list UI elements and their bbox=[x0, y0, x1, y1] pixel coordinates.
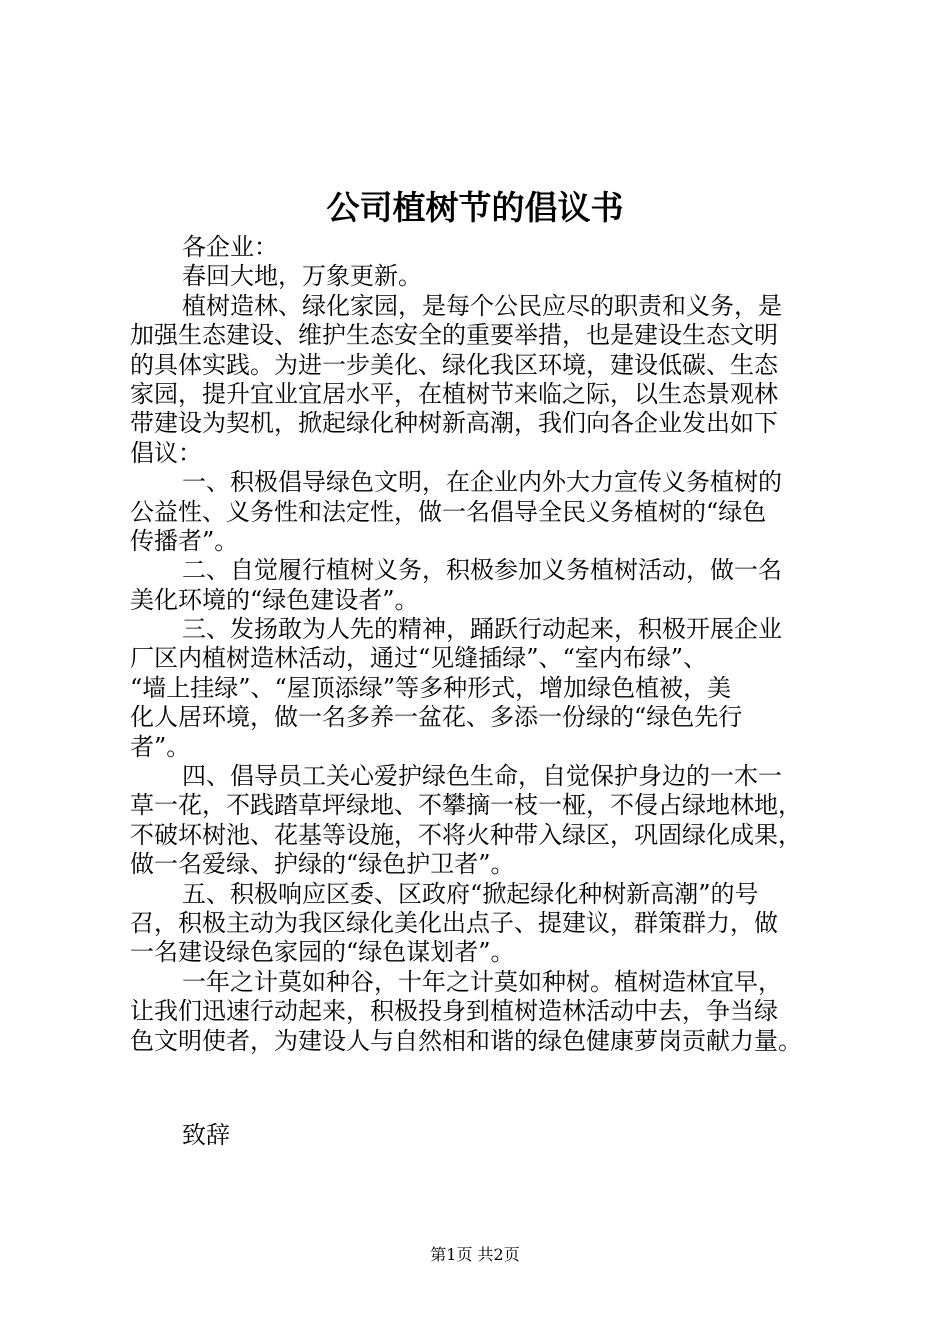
body-line: 一年之计莫如种谷，十年之计莫如种树。植树造林宜早， bbox=[182, 967, 782, 996]
body-line: 二、自觉履行植树义务，积极参加义务植树活动，做一名 bbox=[182, 556, 782, 585]
body-line: 化人居环境，做一名多养一盆花、多添一份绿的“绿色先行 bbox=[130, 703, 743, 732]
body-line: 五、积极响应区委、区政府“掀起绿化种树新高潮”的号 bbox=[182, 879, 759, 908]
body-line: 召，积极主动为我区绿化美化出点子、提建议，群策群力，做 bbox=[130, 908, 778, 937]
body-line: 加强生态建设、维护生态安全的重要举措，也是建设生态文明 bbox=[130, 321, 778, 350]
salutation-line: 各企业： bbox=[182, 233, 278, 261]
body-line: 者”。 bbox=[130, 732, 191, 761]
body-line: 厂区内植树造林活动，通过“见缝插绿”、“室内布绿”、 bbox=[130, 644, 708, 673]
document-title: 公司植树节的倡议书 bbox=[326, 188, 624, 227]
body-line: 让我们迅速行动起来，积极投身到植树造林活动中去，争当绿 bbox=[130, 997, 778, 1026]
body-line: 春回大地，万象更新。 bbox=[182, 262, 422, 291]
body-line: 美化环境的“绿色建设者”。 bbox=[130, 585, 419, 614]
body-line: 公益性、义务性和法定性，做一名倡导全民义务植树的“绿色 bbox=[130, 497, 767, 526]
document-body bbox=[130, 233, 850, 1056]
body-line: 一名建设绿色家园的“绿色谋划者”。 bbox=[130, 938, 515, 967]
body-line: 的具体实践。为进一步美化、绿化我区环境，建设低碳、生态 bbox=[130, 350, 778, 379]
body-line: 带建设为契机，掀起绿化种树新高潮，我们向各企业发出如下 bbox=[130, 409, 778, 438]
body-line: 四、倡导员工关心爱护绿色生命，自觉保护身边的一木一 bbox=[182, 762, 782, 791]
body-line: 三、发扬敢为人先的精神，踊跃行动起来，积极开展企业 bbox=[182, 615, 782, 644]
page-number-footer: 第1页 共2页 bbox=[430, 1245, 520, 1264]
body-line: 做一名爱绿、护绿的“绿色护卫者”。 bbox=[130, 850, 515, 879]
body-line: 倡议： bbox=[130, 438, 202, 467]
body-line: 不破坏树池、花基等设施，不将火种带入绿区，巩固绿化成果， bbox=[130, 820, 802, 849]
body-line: “墙上挂绿”、“屋顶添绿”等多种形式，增加绿色植被，美 bbox=[130, 673, 732, 702]
closing-text: 致辞 bbox=[182, 1121, 230, 1149]
body-line: 色文明使者，为建设人与自然相和谐的绿色健康萝岗贡献力量。 bbox=[130, 1026, 802, 1055]
body-line: 一、积极倡导绿色文明，在企业内外大力宣传义务植树的 bbox=[182, 468, 782, 497]
body-line: 草一花，不践踏草坪绿地、不攀摘一枝一桠，不侵占绿地林地， bbox=[130, 791, 802, 820]
body-line: 家园，提升宜业宜居水平，在植树节来临之际，以生态景观林 bbox=[130, 379, 778, 408]
body-line: 传播者”。 bbox=[130, 526, 239, 555]
body-line: 植树造林、绿化家园，是每个公民应尽的职责和义务，是 bbox=[182, 291, 782, 320]
